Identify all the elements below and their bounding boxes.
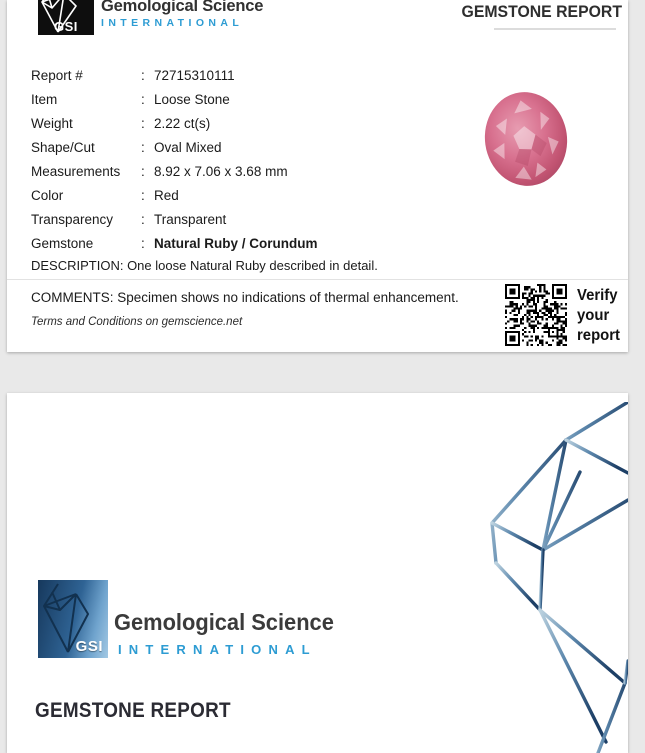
field-row-weight [31, 111, 318, 135]
field-label: Color [31, 187, 64, 203]
gsi-logo-top [36, 0, 96, 37]
certificate-title: GEMSTONE REPORT [35, 699, 231, 722]
field-label: Report # [31, 67, 83, 83]
terms-and-conditions-text: Terms and Conditions on gemscience.net [31, 316, 243, 328]
brand-name: Gemological Science [114, 609, 334, 635]
verify-report-label [577, 286, 620, 346]
gsi-acronym: GSI [54, 19, 78, 34]
field-label: Item [31, 91, 58, 107]
field-value: Transparent [154, 211, 227, 227]
brand-lockup-top [101, 0, 263, 29]
field-value: Loose Stone [154, 91, 230, 107]
field-colon: : [141, 187, 145, 203]
field-colon: : [141, 139, 145, 155]
field-value: 72715310111 [154, 67, 235, 83]
field-colon: : [141, 91, 145, 107]
field-row-gemstone [31, 231, 318, 255]
brand-subtitle: INTERNATIONAL [101, 17, 244, 29]
verify-line: report [577, 327, 621, 344]
field-row-shape-cut [31, 135, 318, 159]
diamond-wireframe-art [438, 402, 628, 753]
report-title: GEMSTONE REPORT [461, 2, 622, 21]
brand-subtitle: INTERNATIONAL [118, 642, 317, 657]
field-value: 2.22 ct(s) [154, 115, 211, 131]
field-value: Red [154, 187, 179, 203]
gsi-acronym: GSI [75, 638, 103, 655]
field-colon: : [141, 115, 145, 131]
comments-text: COMMENTS: Specimen shows no indications of thermal enhancement. [31, 290, 459, 305]
report-card [7, 0, 628, 352]
gemstone-photo [478, 88, 574, 190]
field-row-report-number [31, 63, 318, 87]
field-value: Oval Mixed [154, 139, 222, 155]
field-label: Transparency [31, 211, 114, 227]
field-colon: : [141, 211, 145, 227]
fields-table [31, 63, 318, 255]
certificate-card [7, 393, 628, 753]
field-row-item [31, 87, 318, 111]
brand-name: Gemological Science [101, 0, 264, 15]
gsi-logo-bottom [38, 580, 108, 658]
verify-line: Verify [577, 287, 618, 304]
field-label: Shape/Cut [31, 139, 95, 155]
field-value: 8.92 x 7.06 x 3.68 mm [154, 163, 288, 179]
field-row-color [31, 183, 318, 207]
field-label: Measurements [31, 163, 121, 179]
field-row-measurements [31, 159, 318, 183]
description-text: DESCRIPTION: One loose Natural Ruby described in detail. [31, 258, 378, 273]
qr-code [505, 284, 567, 346]
field-colon: : [141, 67, 145, 83]
field-label: Gemstone [31, 235, 94, 251]
field-row-transparency [31, 207, 318, 231]
title-underline [494, 28, 616, 30]
field-colon: : [141, 235, 145, 251]
section-divider [7, 279, 628, 280]
verify-line: your [577, 307, 610, 324]
field-colon: : [141, 163, 145, 179]
field-label: Weight [31, 115, 73, 131]
field-value: Natural Ruby / Corundum [154, 235, 318, 251]
